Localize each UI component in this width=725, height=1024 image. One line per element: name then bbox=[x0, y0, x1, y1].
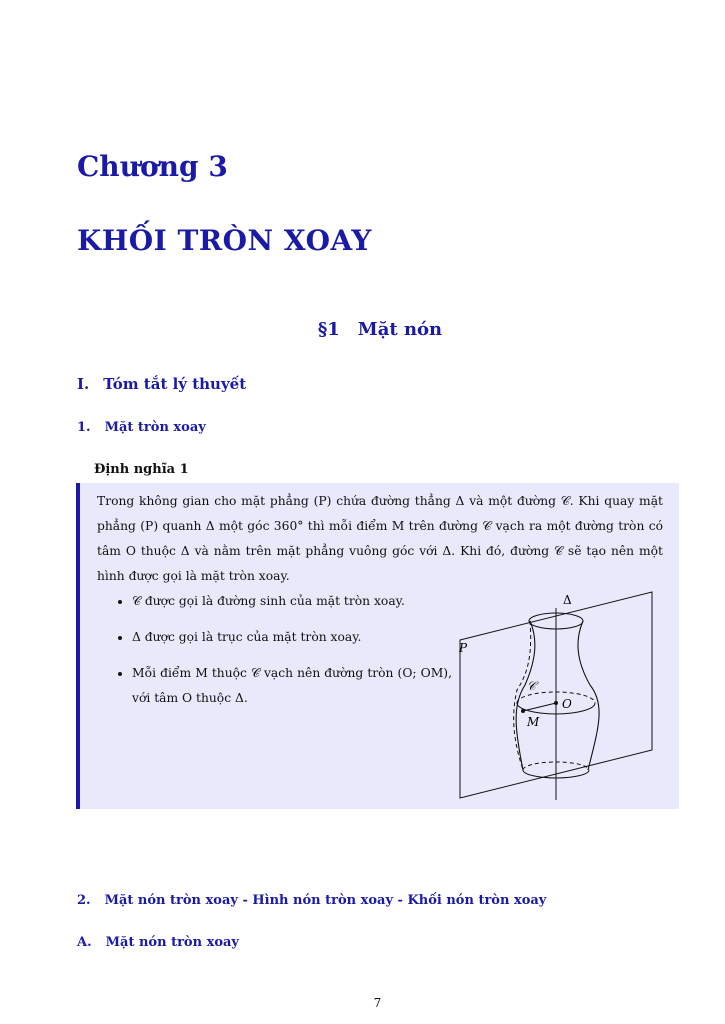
radius-om bbox=[523, 703, 556, 711]
subsection-2-number: 2. bbox=[77, 893, 91, 908]
chapter-label: Chương 3 bbox=[77, 150, 228, 183]
section-name: Mặt nón bbox=[357, 319, 443, 340]
part-number: I. bbox=[77, 375, 90, 393]
vase-right-side bbox=[578, 621, 599, 770]
vase-left-side bbox=[516, 621, 535, 770]
point-o bbox=[554, 701, 558, 705]
label-plane-p: P bbox=[459, 641, 468, 655]
page-number: 7 bbox=[373, 996, 382, 1010]
label-delta: Δ bbox=[563, 593, 572, 607]
bullet-item: • Δ được gọi là trục của mặt tròn xoay. bbox=[132, 625, 452, 650]
section-number: §1 bbox=[317, 319, 340, 340]
label-curve-c: 𝒞 bbox=[527, 679, 536, 693]
subsection-heading-a bbox=[77, 935, 239, 950]
part-title: Tóm tắt lý thuyết bbox=[103, 375, 247, 393]
chapter-title: KHỐI TRÒN XOAY bbox=[77, 224, 372, 257]
point-m bbox=[521, 709, 525, 713]
definition-bullet-list bbox=[112, 589, 452, 722]
section-title bbox=[0, 319, 725, 340]
subsection-heading-2 bbox=[77, 893, 546, 908]
subsection-2-title: Mặt nón tròn xoay - Hình nón tròn xoay - Khối nón tròn xoay bbox=[104, 893, 547, 908]
subsection-heading-1 bbox=[77, 420, 206, 435]
subsection-1-number: 1. bbox=[77, 420, 91, 435]
subsection-a-title: Mặt nón tròn xoay bbox=[105, 935, 239, 950]
bullet-item: • 𝒞 được gọi là đường sinh của mặt tròn xoay. bbox=[132, 589, 452, 614]
label-m: M bbox=[527, 715, 540, 729]
definition-text: Trong không gian cho mặt phẳng (P) chứa đường thẳng Δ và một đường 𝒞. Khi quay mặt phẳng (P) quanh Δ một góc 360° thì mỗi điểm M trên đường 𝒞 vạch ra một đường tròn có tâm O thuộc Δ và nằm trên mặt phẳng vuông góc với Δ. Khi đó, đường 𝒞 sẽ tạo nên một hình được gọi là mặt tròn xoay. bbox=[97, 494, 663, 583]
subsection-1-title: Mặt tròn xoay bbox=[104, 420, 206, 435]
subsection-a-number: A. bbox=[77, 935, 92, 950]
part-heading bbox=[77, 375, 246, 393]
label-o: O bbox=[562, 697, 572, 711]
definition-label: Định nghĩa 1 bbox=[94, 462, 189, 477]
bullet-item: • Mỗi điểm M thuộc 𝒞 vạch nên đường tròn (O; OM), với tâm O thuộc Δ. bbox=[132, 661, 452, 711]
surface-of-revolution-figure bbox=[455, 588, 660, 803]
